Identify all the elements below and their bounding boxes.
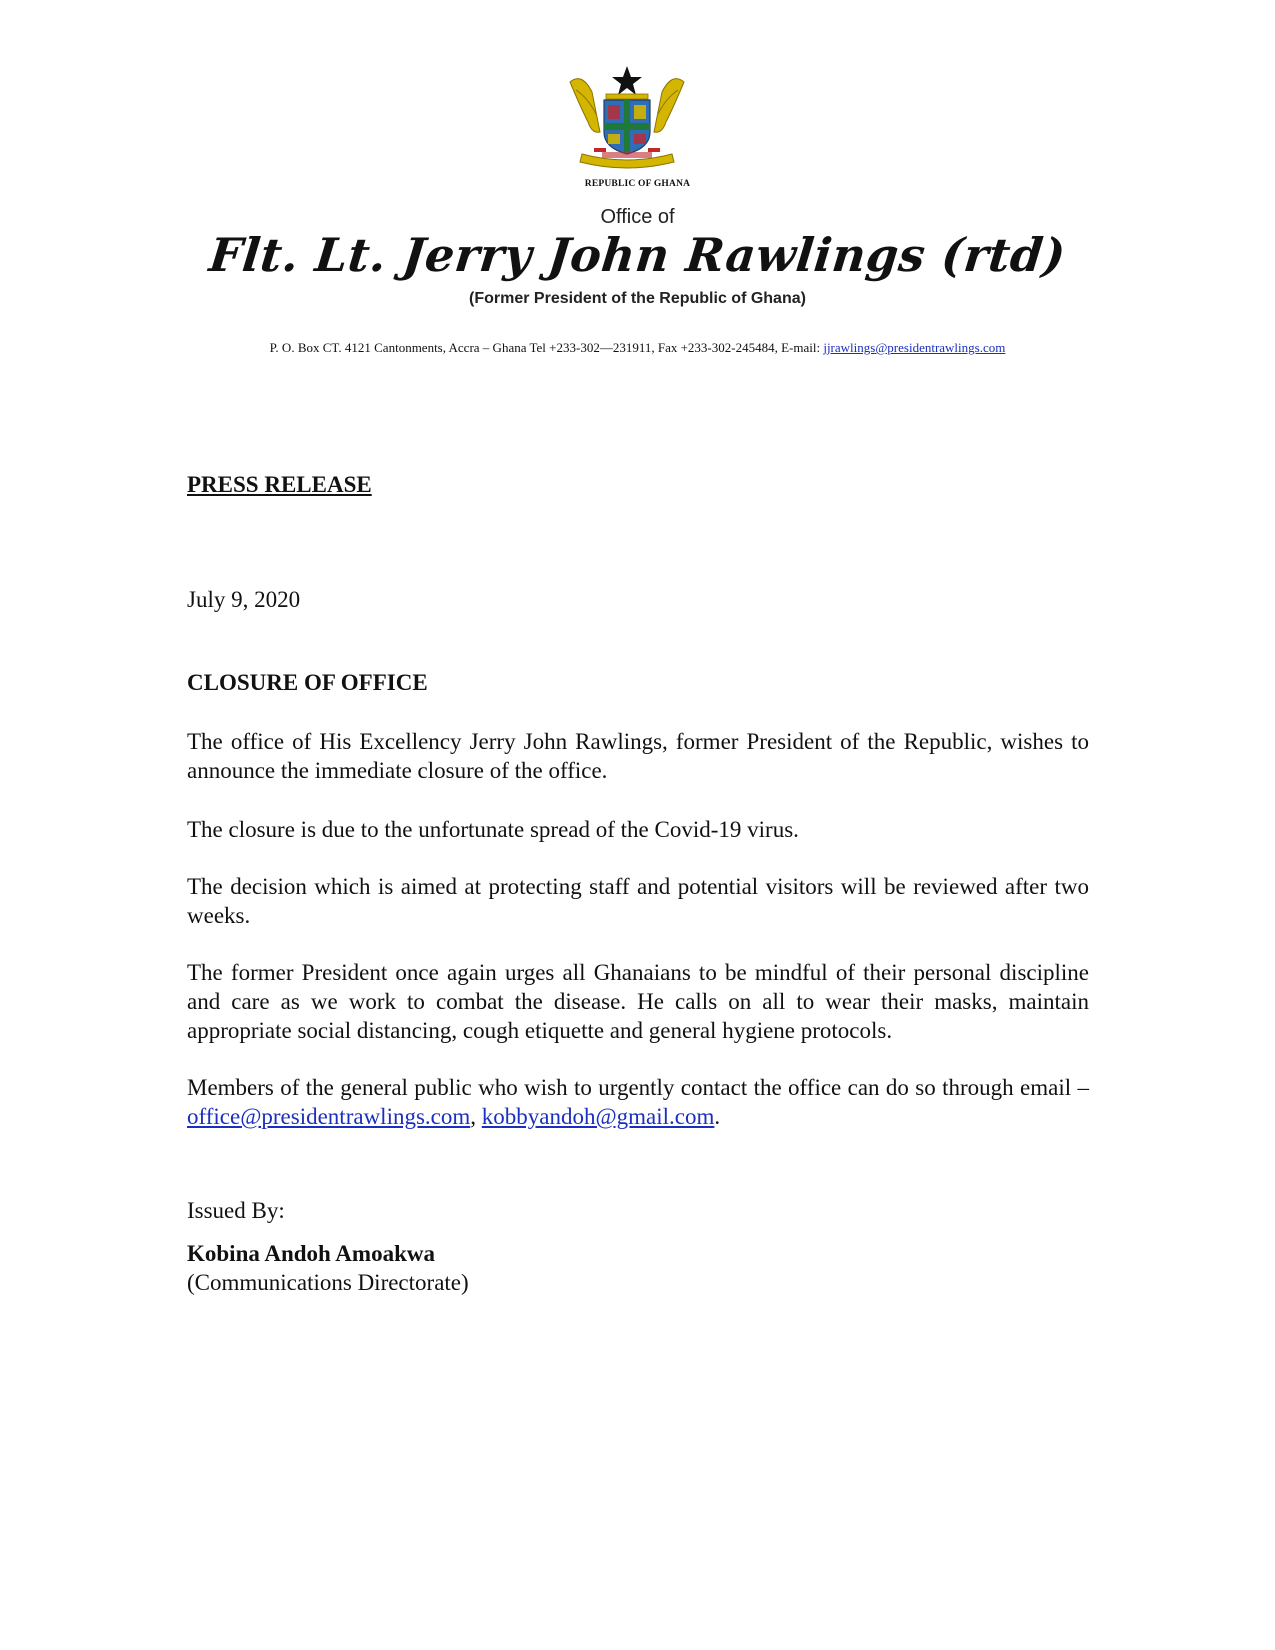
signer-name: Kobina Andoh Amoakwa <box>187 1241 435 1266</box>
paragraph-3: The decision which is aimed at protecting staff and potential visitors will be reviewed after two weeks. <box>187 874 1089 928</box>
address-text: P. O. Box CT. 4121 Cantonments, Accra – Ghana Tel +233-302—231911, Fax +233-302-245484, E-mail: <box>269 340 824 355</box>
release-date: July 9, 2020 <box>187 587 301 612</box>
contact-prefix: Members of the general public who wish to urgently contact the office can do so through email – <box>187 1075 1089 1100</box>
press-release-heading: PRESS RELEASE <box>187 472 372 497</box>
contact-suffix: . <box>714 1104 721 1129</box>
letterhead-subtitle: (Former President of the Republic of Ghana) <box>469 290 806 307</box>
kobby-email-link[interactable]: kobbyandoh@gmail.com <box>481 1104 715 1129</box>
office-email-link[interactable]: office@presidentrawlings.com <box>187 1104 471 1129</box>
paragraph-2: The closure is due to the unfortunate spread of the Covid-19 virus. <box>187 817 799 842</box>
contact-paragraph <box>187 1073 1089 1131</box>
letterhead-address <box>0 340 1275 356</box>
paragraph-4: The former President once again urges all Ghanaians to be mindful of their personal discipline and care as we work to combat the disease. He calls on all to wear their masks, maintain appropriate social distancing, cough etiquette and general hygiene protocols. <box>187 960 1089 1043</box>
office-of-label: Office of <box>600 206 675 228</box>
letterhead-email-link[interactable]: jjrawlings@presidentrawlings.com <box>823 340 1006 355</box>
contact-separator: , <box>470 1104 482 1129</box>
ghana-coat-of-arms-icon <box>562 62 692 174</box>
republic-label: REPUBLIC OF GHANA <box>584 179 691 189</box>
signer-department: (Communications Directorate) <box>187 1270 469 1295</box>
paragraph-1: The office of His Excellency Jerry John Rawlings, former President of the Republic, wishes to announce the immediate closure of the office. <box>187 729 1089 783</box>
letterhead-name: Flt. Lt. Jerry John Rawlings (rtd) <box>206 228 1069 282</box>
issued-by-label: Issued By: <box>187 1198 285 1223</box>
release-title: CLOSURE OF OFFICE <box>187 670 428 695</box>
